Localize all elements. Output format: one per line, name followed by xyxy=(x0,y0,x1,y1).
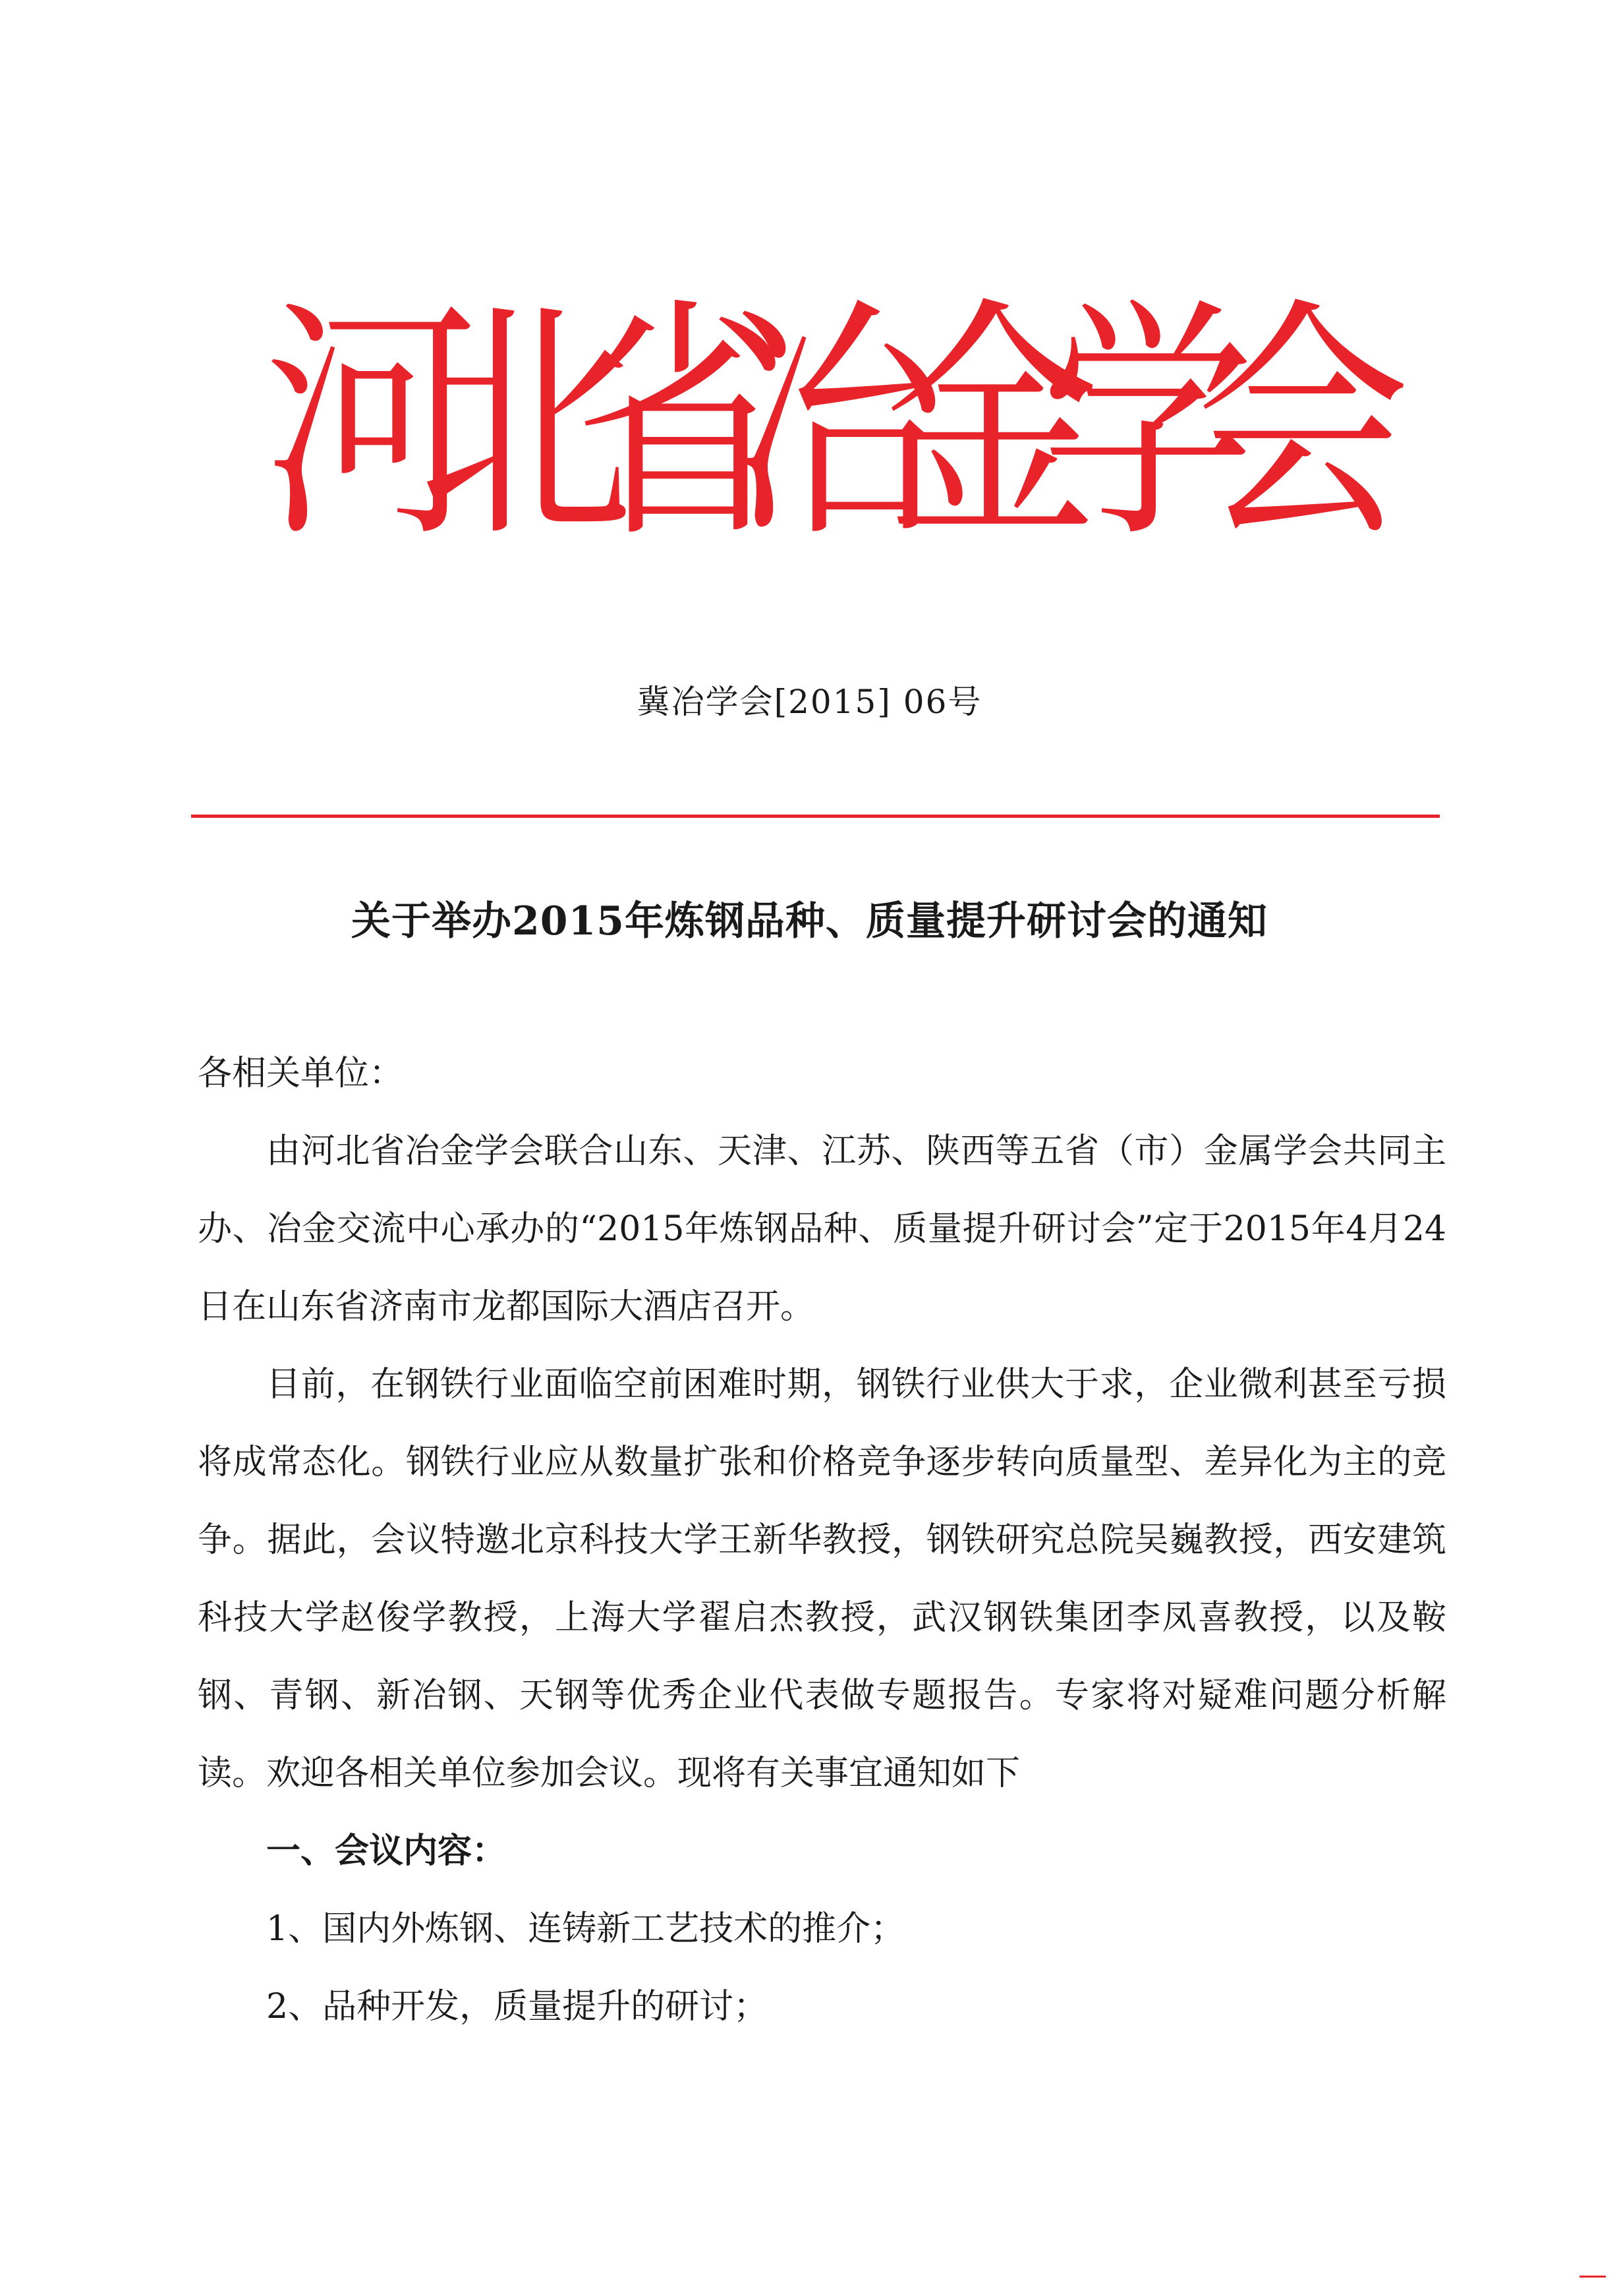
section-heading: 一、会议内容： xyxy=(266,1831,507,1871)
letterhead-char: 学 xyxy=(1040,276,1255,571)
letterhead-char: 金 xyxy=(885,276,1100,571)
list-item: 2、品种开发，质量提升的研讨； xyxy=(266,1987,768,2026)
letterhead-char: 冶 xyxy=(729,276,944,571)
letterhead-org-name xyxy=(264,260,1410,587)
body-paragraph: 目前，在钢铁行业面临空前困难时期，钢铁行业供大于求，企业微利甚至亏损将成常态化。钢铁行业应从数量扩张和价格竞争逐步转向质量型、差异化为主的竞争。据此，会议特邀北京科技大学王新华教授，钢铁研究总院吴巍教授，西安建筑科技大学赵俊学教授，上海大学翟启杰教授，武汉钢铁集团李凤喜教授，以及鞍钢、青钢、新冶钢、天钢等优秀企业代表做专题报告。专家将对疑难问题分析解读。欢迎各相关单位参加会议。现将有关事宜通知如下 xyxy=(198,1365,1446,1793)
list-item: 1、国内外炼钢、连铸新工艺技术的推介； xyxy=(266,1909,905,1949)
letterhead-char: 北 xyxy=(418,276,633,571)
letterhead-divider xyxy=(191,815,1440,818)
letterhead-char: 省 xyxy=(574,276,789,571)
document-number: 冀冶学会[2015] 06号 xyxy=(637,683,982,721)
salutation: 各相关单位： xyxy=(198,1054,404,1093)
notice-body xyxy=(198,1035,1446,2046)
body-paragraph: 由河北省冶金学会联合山东、天津、江苏、陕西等五省（市）金属学会共同主办、冶金交流中心承办的“2015年炼钢品种、质量提升研讨会”定于2015年4月24日在山东省济南市龙都国际大酒店召开。 xyxy=(198,1132,1446,1327)
letterhead-char: 河 xyxy=(264,276,478,571)
notice-title: 关于举办2015年炼钢品种、质量提升研讨会的通知 xyxy=(351,898,1268,944)
scan-edge-mark xyxy=(1579,2276,1606,2278)
letterhead-char: 会 xyxy=(1195,276,1410,571)
